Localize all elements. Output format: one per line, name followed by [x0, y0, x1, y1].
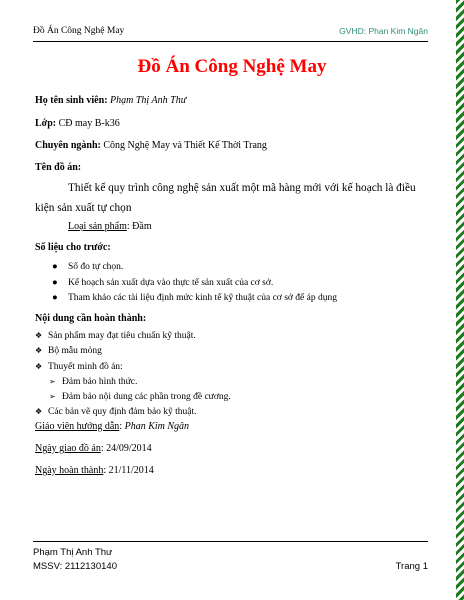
- document-title: Đồ Án Công Nghệ May: [137, 56, 327, 77]
- header-title: Đồ Án Công Nghệ May: [33, 26, 125, 36]
- diamond-icon: ❖: [35, 331, 43, 340]
- major-value: Công Nghệ May và Thiết Kế Thời Trang: [103, 140, 267, 151]
- product-line: Loại sản phẩm: Đầm: [68, 221, 152, 232]
- footer-name: Phạm Thị Anh Thư: [33, 547, 113, 558]
- footer-rule: [33, 541, 428, 542]
- diamond-icon: ❖: [35, 361, 43, 371]
- class-line: Lớp: CĐ may B-k36: [35, 118, 120, 129]
- content-label: Nội dung cần hoàn thành: [35, 313, 143, 324]
- product-value: Đầm: [132, 221, 152, 232]
- class-value: CĐ may B-k36: [58, 118, 120, 129]
- student-label: Họ tên sinh viên: [35, 95, 105, 106]
- major-label: Chuyên ngành: [35, 140, 98, 151]
- diamond-icon: ❖: [35, 346, 43, 356]
- bullet-icon: ●: [52, 277, 58, 288]
- class-label: Lớp: [35, 118, 53, 129]
- arrow-icon: ➢: [49, 392, 56, 402]
- product-label: Loại sản phẩm: [68, 221, 127, 232]
- teacher-value: Phan Kim Ngân: [124, 421, 190, 432]
- assign-date-line: Ngày giao đồ án: 24/09/2014: [35, 443, 152, 454]
- given-data-heading: Số liệu cho trước:: [35, 242, 111, 253]
- teacher-label: Giáo viên hướng dẫn: [35, 421, 120, 432]
- student-line: Họ tên sinh viên: Phạm Thị Anh Thư: [35, 95, 187, 106]
- content-heading: Nội dung cần hoàn thành:: [35, 313, 147, 324]
- list-item: ➢ Đảm bảo hình thức.: [49, 376, 138, 387]
- diamond-icon: ❖: [35, 407, 43, 417]
- finish-date-value: 21/11/2014: [108, 465, 154, 476]
- assign-date-value: 24/09/2014: [106, 443, 152, 454]
- list-item: ❖ Sản phẩm may đạt tiêu chuẩn kỹ thuật.: [35, 331, 196, 341]
- bullet-icon: ●: [52, 293, 58, 303]
- list-item: ● Tham khảo các tài liệu định mức kinh tế kỹ thuật của cơ sở để áp dụng: [52, 293, 337, 303]
- page-number: Trang 1: [395, 561, 428, 572]
- content-list: [35, 331, 231, 423]
- bullet-icon: ●: [52, 262, 58, 272]
- finish-date-line: Ngày hoàn thành: 21/11/2014: [35, 465, 154, 476]
- decorative-border: [456, 0, 464, 600]
- list-item: ❖ Các bản vẽ quy định đảm bảo kỹ thuật.: [35, 407, 197, 418]
- footer-mssv: MSSV: 2112130140: [33, 561, 117, 572]
- major-line: Chuyên ngành: Công Nghệ May và Thiết Kế Thời Trang: [35, 140, 267, 151]
- given-data-label: Số liệu cho trước: [35, 242, 108, 253]
- list-item: ● Số đo tự chọn.: [52, 262, 124, 272]
- list-item: ● Kế hoạch sản xuất dựa vào thực tế sản xuất của cơ sở.: [52, 277, 274, 288]
- project-description: Thiết kế quy trình công nghệ sản xuất một mã hàng mới với kế hoạch là điều kiện sản xuất tự chọn: [35, 182, 416, 214]
- finish-date-label: Ngày hoàn thành: [35, 465, 104, 476]
- project-heading: Tên đồ án:: [35, 162, 82, 173]
- page-header: [33, 26, 428, 40]
- list-item: ❖ Bộ mẫu mỏng: [35, 346, 102, 357]
- given-data-list: [52, 262, 337, 309]
- arrow-icon: ➢: [49, 376, 56, 386]
- header-supervisor: GVHD: Phan Kim Ngân: [339, 26, 428, 36]
- assign-date-label: Ngày giao đồ án: [35, 443, 101, 454]
- header-rule: [33, 41, 428, 42]
- project-label: Tên đồ án: [35, 162, 78, 173]
- list-item: ❖ Thuyết minh đồ án:: [35, 361, 123, 372]
- list-item: ➢ Đảm bảo nội dung các phần trong đề cương.: [49, 392, 231, 403]
- teacher-line: Giáo viên hướng dẫn: Phan Kim Ngân: [35, 421, 190, 432]
- student-value: Phạm Thị Anh Thư: [110, 95, 187, 106]
